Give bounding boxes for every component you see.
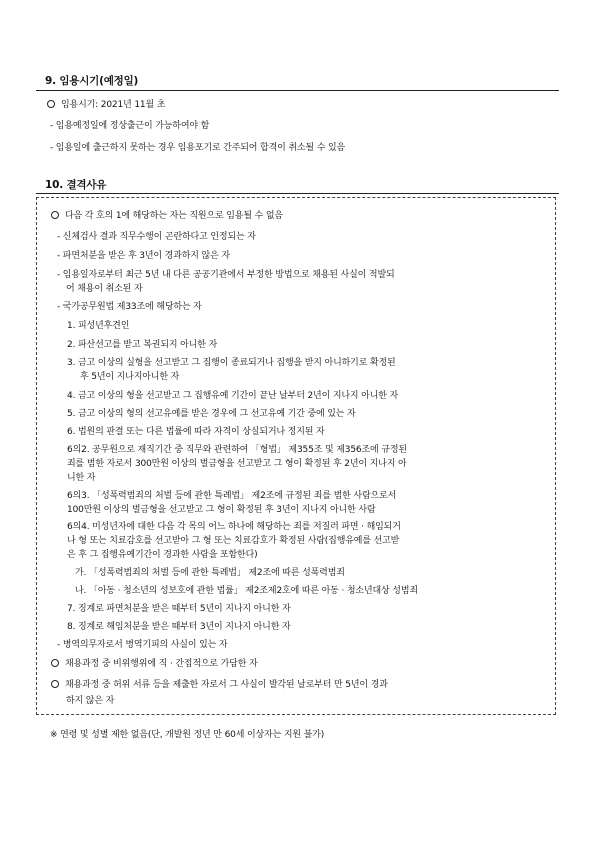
intro-text: 다음 각 호의 1에 해당하는 자는 직원으로 임용될 수 없음 [65,211,283,221]
law-item-6-4-line-3: 은 후 그 집행유예기간이 경과한 사람을 포함한다) [67,550,258,560]
intro-line [51,208,283,221]
section-9-item [47,97,165,110]
section-10-rule [36,193,559,194]
hire-date-text: 임용시기: 2021년 11월 초 [61,100,166,110]
circle-item-3-line-2: 하지 않은 자 [66,696,115,706]
law-item-6-2-line-3: 니한 자 [67,473,96,483]
law-subitem-ga: 가. 「성폭력범죄의 처벌 등에 관한 특례법」 제2조에 따른 성폭력범죄 [75,568,345,578]
law-item-6-2-line-1: 6의2. 공무원으로 재직기간 중 직무와 관련하여 「형법」 제355조 및 제356조에 규정된 [67,445,407,455]
circle-bullet-icon [47,100,55,108]
law-item-6-2-line-2: 죄를 범한 자로서 300만원 이상의 벌금형을 선고받고 그 형이 확정된 후 2년이 지나지 아 [67,459,407,469]
dash-item-3-line-1: - 임용일자로부터 최근 5년 내 다른 공공기관에서 부정한 방법으로 채용된 사실이 적발되 [57,270,395,280]
circle-item-3-line-1 [51,677,388,690]
law-item-6-4-line-2: 나 형 또는 치료감호를 선고받아 그 형 또는 치료감호가 확정된 사람(집행유예를 선고받 [67,536,400,546]
dash-item-3-line-2: 어 채용이 취소된 자 [66,284,143,294]
law-subitem-na: 나. 「아동 · 청소년의 성보호에 관한 법률」 제2조제2호에 따른 아동 · 청소년대상 성범죄 [75,586,418,596]
circle-item-2-text: 채용과정 중 비위행위에 직 · 간접적으로 가담한 자 [65,659,258,669]
circle-item-3-text: 채용과정 중 허위 서류 등을 제출한 자로서 그 사실이 발각된 날로부터 만 5년이 경과 [65,680,388,690]
section-9-note-2: - 임용일에 출근하지 못하는 경우 임용포기로 간주되어 합격이 취소될 수 있음 [50,143,346,153]
footnote: ※ 연령 및 성별 제한 없음(단, 개발원 정년 만 60세 이상자는 지원 불가) [50,730,325,740]
law-item-7: 7. 징계로 파면처분을 받은 때부터 5년이 지나지 아니한 자 [67,604,291,614]
dash-item-2: - 파면처분을 받은 후 3년이 경과하지 않은 자 [57,251,230,261]
law-item-6-3-line-1: 6의3. 「성폭력범죄의 처벌 등에 관한 특례법」 제2조에 규정된 죄를 범한 사람으로서 [67,491,397,501]
dash-item-5: - 병역의무자로서 병역기피의 사실이 있는 자 [57,640,228,650]
circle-bullet-icon [51,211,59,219]
law-item-6-3-line-2: 100만원 이상의 벌금형을 선고받고 그 형이 확정된 후 3년이 지나지 아니한 사람 [67,505,376,515]
law-item-3-line-2: 후 5년이 지나지아니한 자 [80,372,180,382]
law-item-1: 1. 피성년후견인 [67,321,130,331]
law-item-3-line-1: 3. 금고 이상의 실형을 선고받고 그 집행이 종료되거나 집행을 받지 아니하기로 확정된 [67,358,396,368]
circle-bullet-icon [51,659,59,667]
section-9-note-1: - 임용예정일에 정상출근이 가능하여야 함 [50,121,210,131]
circle-bullet-icon [51,680,59,688]
law-item-6-4-line-1: 6의4. 미성년자에 대한 다음 각 목의 어느 하나에 해당하는 죄를 저질러 파면 · 해임되거 [67,522,401,532]
section-10-title: 10. 결격사유 [45,179,107,191]
law-item-6: 6. 법원의 판결 또는 다른 법률에 따라 자격이 상실되거나 정지된 자 [67,427,325,437]
law-item-8: 8. 징계로 해임처분을 받은 때부터 3년이 지나지 아니한 자 [67,622,291,632]
section-9-title: 9. 임용시기(예정일) [45,75,139,87]
dash-item-4: - 국가공무원법 제33조에 해당하는 자 [57,302,202,312]
law-item-5: 5. 금고 이상의 형의 선고유예를 받은 경우에 그 선고유예 기간 중에 있는 자 [67,409,356,419]
section-9-rule [36,90,559,91]
law-item-2: 2. 파산선고를 받고 복권되지 아니한 자 [67,340,218,350]
law-item-4: 4. 금고 이상의 형을 선고받고 그 집행유예 기간이 끝난 날부터 2년이 지나지 아니한 자 [67,391,399,401]
circle-item-2 [51,656,258,669]
dash-item-1: - 신체검사 결과 직무수행이 곤란하다고 인정되는 자 [57,232,256,242]
